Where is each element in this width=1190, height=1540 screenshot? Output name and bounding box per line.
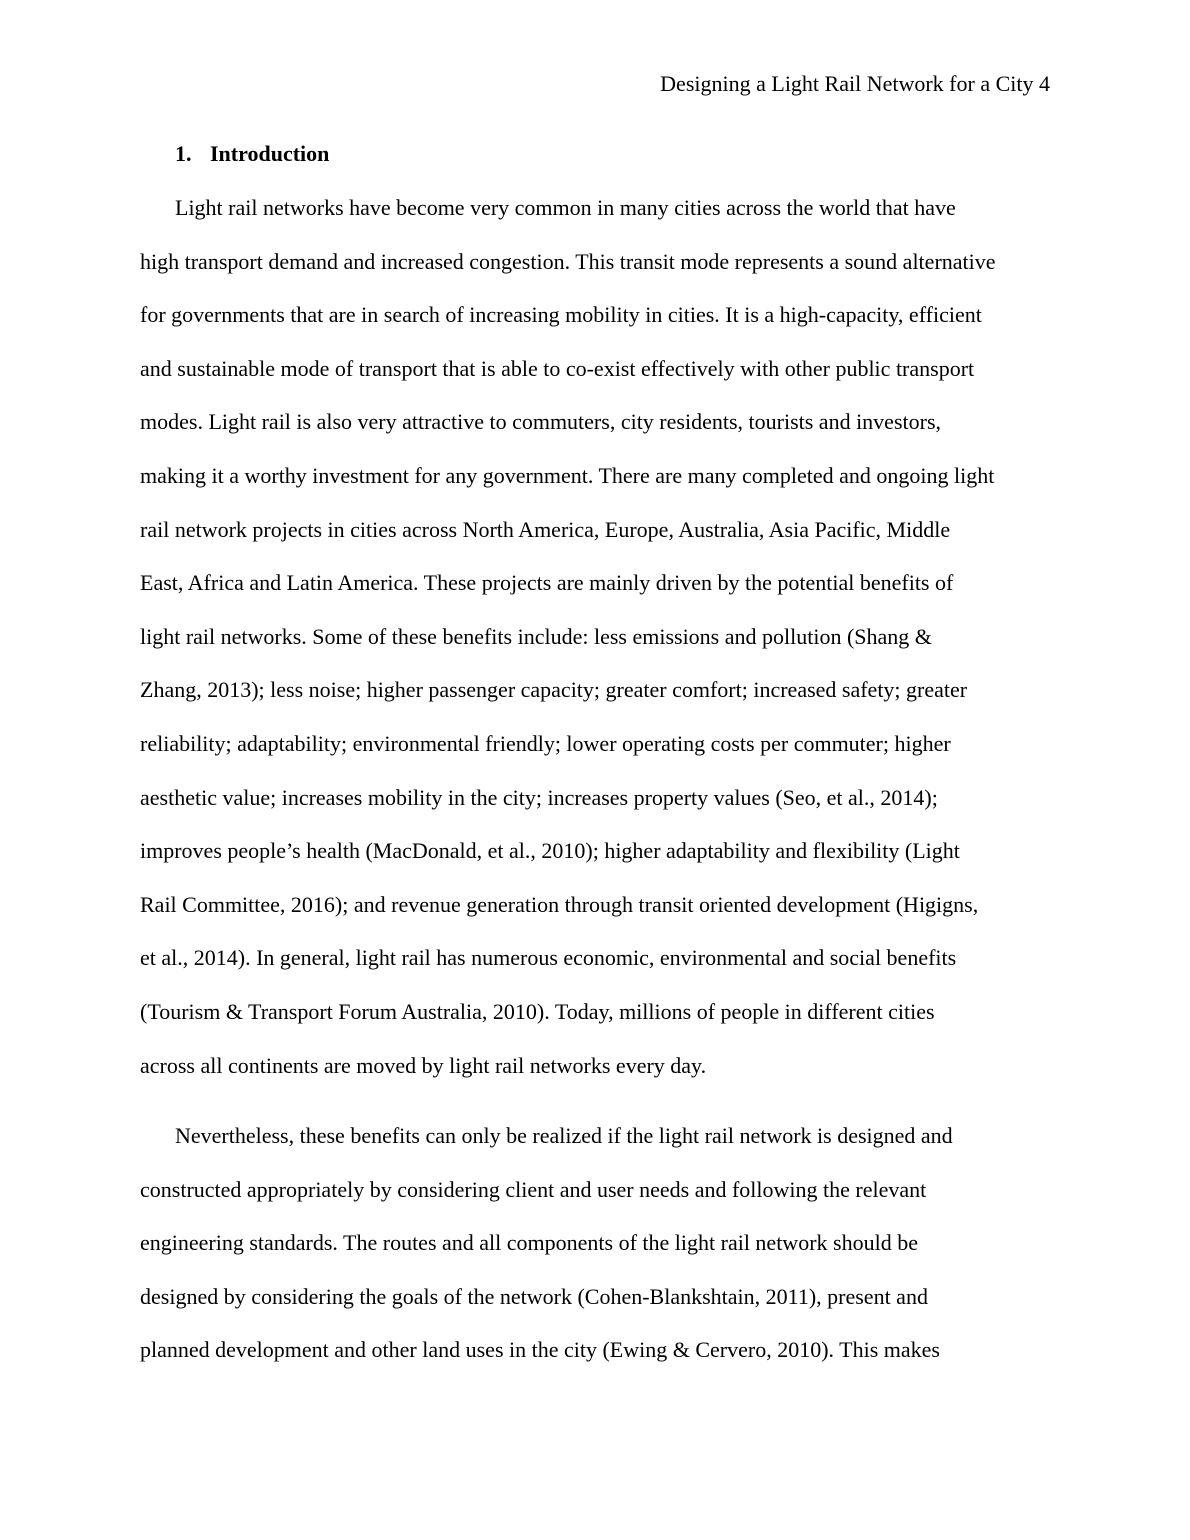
- text-line: across all continents are moved by light rail networks every day.: [140, 1052, 707, 1078]
- section-heading: [175, 140, 329, 168]
- text-line: Zhang, 2013); less noise; higher passenger capacity; greater comfort; increased safety; greater: [140, 677, 968, 703]
- running-head: Designing a Light Rail Network for a City 4: [660, 71, 1050, 96]
- text-line: modes. Light rail is also very attractive to commuters, city residents, tourists and investors,: [140, 409, 942, 435]
- text-line: and sustainable mode of transport that is able to co-exist effectively with other public transport: [140, 355, 975, 381]
- text-line: East, Africa and Latin America. These projects are mainly driven by the potential benefits of: [140, 570, 954, 596]
- text-line: improves people’s health (MacDonald, et al., 2010); higher adaptability and flexibility (Light: [140, 838, 960, 864]
- text-line: constructed appropriately by considering client and user needs and following the relevant: [140, 1176, 927, 1202]
- text-line: planned development and other land uses in the city (Ewing & Cervero, 2010). This makes: [140, 1337, 940, 1363]
- text-line: aesthetic value; increases mobility in the city; increases property values (Seo, et al., 2014);: [140, 784, 938, 810]
- paragraph-2: [140, 1121, 1060, 1389]
- text-line: light rail networks. Some of these benefits include: less emissions and pollution (Shang &: [140, 623, 932, 649]
- text-line: high transport demand and increased congestion. This transit mode represents a sound alternative: [140, 248, 996, 274]
- section-number: 1.: [175, 141, 192, 166]
- text-line: designed by considering the goals of the network (Cohen-Blankshtain, 2011), present and: [140, 1283, 928, 1309]
- section-title: Introduction: [210, 141, 330, 166]
- text-line: Nevertheless, these benefits can only be realized if the light rail network is designed and: [175, 1123, 953, 1148]
- text-line: Rail Committee, 2016); and revenue generation through transit oriented development (Higigns,: [140, 891, 979, 917]
- text-line: (Tourism & Transport Forum Australia, 2010). Today, millions of people in different cities: [140, 998, 935, 1024]
- paragraph-1: [140, 193, 1060, 1104]
- text-line: Light rail networks have become very common in many cities across the world that have: [175, 195, 956, 220]
- text-line: rail network projects in cities across North America, Europe, Australia, Asia Pacific, Middle: [140, 516, 951, 542]
- text-line: making it a worthy investment for any government. There are many completed and ongoing light: [140, 462, 995, 488]
- text-line: engineering standards. The routes and all components of the light rail network should be: [140, 1230, 918, 1256]
- text-line: et al., 2014). In general, light rail has numerous economic, environmental and social benefits: [140, 945, 957, 971]
- text-line: reliability; adaptability; environmental friendly; lower operating costs per commuter; higher: [140, 730, 951, 756]
- text-line: for governments that are in search of increasing mobility in cities. It is a high-capacity, efficient: [140, 302, 982, 328]
